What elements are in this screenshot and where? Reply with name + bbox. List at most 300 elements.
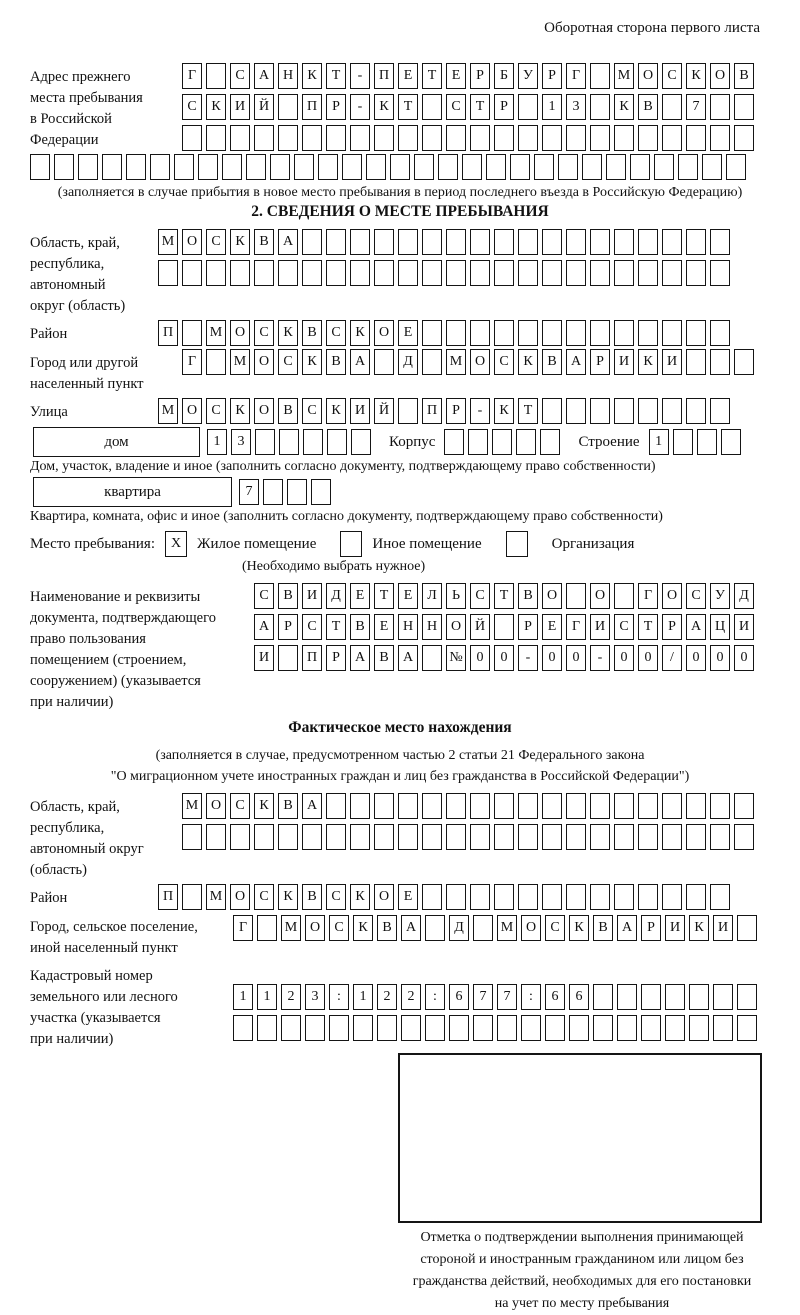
char-cell[interactable]: П [302, 94, 322, 120]
char-cell[interactable] [590, 320, 610, 346]
char-cell[interactable]: 3 [566, 94, 586, 120]
char-cell[interactable] [206, 125, 226, 151]
char-cell[interactable] [374, 824, 394, 850]
char-cell[interactable]: В [542, 349, 562, 375]
char-cell[interactable] [398, 398, 418, 424]
char-cell[interactable]: П [422, 398, 442, 424]
char-cell[interactable] [737, 1015, 757, 1041]
char-cell[interactable]: К [206, 94, 226, 120]
char-cell[interactable]: О [521, 915, 541, 941]
char-cell[interactable]: Е [446, 63, 466, 89]
char-cell[interactable] [665, 984, 685, 1010]
char-cell[interactable] [470, 824, 490, 850]
char-cell[interactable] [302, 824, 322, 850]
char-cell[interactable] [662, 229, 682, 255]
char-cell[interactable] [422, 793, 442, 819]
char-cell[interactable] [542, 125, 562, 151]
char-cell[interactable] [326, 260, 346, 286]
char-cell[interactable]: О [470, 349, 490, 375]
char-cell[interactable] [593, 1015, 613, 1041]
char-cell[interactable] [737, 915, 757, 941]
char-cell[interactable]: О [182, 229, 202, 255]
char-cell[interactable] [713, 984, 733, 1010]
char-cell[interactable]: И [302, 583, 322, 609]
char-cell[interactable] [662, 398, 682, 424]
char-cell[interactable]: 0 [494, 645, 514, 671]
char-cell[interactable]: 1 [207, 429, 227, 455]
char-cell[interactable] [662, 125, 682, 151]
char-cell[interactable] [638, 320, 658, 346]
char-cell[interactable] [446, 229, 466, 255]
char-cell[interactable] [686, 793, 706, 819]
char-cell[interactable] [638, 125, 658, 151]
char-cell[interactable]: К [278, 320, 298, 346]
char-cell[interactable]: Т [374, 583, 394, 609]
char-cell[interactable] [678, 154, 698, 180]
char-cell[interactable] [617, 1015, 637, 1041]
char-cell[interactable]: О [710, 63, 730, 89]
char-cell[interactable] [494, 824, 514, 850]
char-cell[interactable]: Н [422, 614, 442, 640]
char-cell[interactable] [350, 260, 370, 286]
char-cell[interactable] [734, 125, 754, 151]
char-cell[interactable] [689, 984, 709, 1010]
char-cell[interactable] [278, 645, 298, 671]
char-cell[interactable] [593, 984, 613, 1010]
char-cell[interactable] [710, 793, 730, 819]
char-cell[interactable]: И [254, 645, 274, 671]
char-cell[interactable]: Р [326, 645, 346, 671]
char-cell[interactable] [230, 824, 250, 850]
char-cell[interactable] [654, 154, 674, 180]
char-cell[interactable] [150, 154, 170, 180]
char-cell[interactable]: О [374, 884, 394, 910]
char-cell[interactable]: С [329, 915, 349, 941]
char-cell[interactable]: В [638, 94, 658, 120]
char-cell[interactable] [686, 398, 706, 424]
char-cell[interactable] [590, 63, 610, 89]
char-cell[interactable]: П [302, 645, 322, 671]
char-cell[interactable] [414, 154, 434, 180]
char-cell[interactable] [470, 125, 490, 151]
char-cell[interactable] [710, 824, 730, 850]
char-cell[interactable] [734, 94, 754, 120]
char-cell[interactable]: 0 [734, 645, 754, 671]
char-cell[interactable] [686, 824, 706, 850]
checkbox-organization[interactable] [506, 531, 528, 557]
char-cell[interactable]: С [326, 884, 346, 910]
char-cell[interactable] [174, 154, 194, 180]
char-cell[interactable]: А [254, 63, 274, 89]
char-cell[interactable] [158, 260, 178, 286]
char-cell[interactable] [590, 398, 610, 424]
char-cell[interactable] [638, 229, 658, 255]
char-cell[interactable]: О [254, 349, 274, 375]
char-cell[interactable] [302, 125, 322, 151]
char-cell[interactable]: Р [641, 915, 661, 941]
char-cell[interactable]: Д [326, 583, 346, 609]
char-cell[interactable] [510, 154, 530, 180]
char-cell[interactable] [497, 1015, 517, 1041]
char-cell[interactable]: О [542, 583, 562, 609]
char-cell[interactable] [270, 154, 290, 180]
char-cell[interactable] [614, 229, 634, 255]
char-cell[interactable] [518, 229, 538, 255]
char-cell[interactable] [401, 1015, 421, 1041]
char-cell[interactable]: С [302, 398, 322, 424]
char-cell[interactable] [494, 320, 514, 346]
char-cell[interactable]: С [470, 583, 490, 609]
char-cell[interactable]: В [377, 915, 397, 941]
char-cell[interactable]: К [326, 398, 346, 424]
char-cell[interactable] [582, 154, 602, 180]
char-cell[interactable] [542, 260, 562, 286]
char-cell[interactable]: Т [518, 398, 538, 424]
char-cell[interactable] [126, 154, 146, 180]
char-cell[interactable] [569, 1015, 589, 1041]
char-cell[interactable]: 6 [449, 984, 469, 1010]
char-cell[interactable]: К [254, 793, 274, 819]
char-cell[interactable]: П [158, 320, 178, 346]
char-cell[interactable]: М [206, 884, 226, 910]
char-cell[interactable] [422, 645, 442, 671]
char-cell[interactable]: Р [494, 94, 514, 120]
char-cell[interactable] [558, 154, 578, 180]
char-cell[interactable] [617, 984, 637, 1010]
char-cell[interactable] [486, 154, 506, 180]
char-cell[interactable]: - [470, 398, 490, 424]
char-cell[interactable]: К [374, 94, 394, 120]
char-cell[interactable] [390, 154, 410, 180]
char-cell[interactable] [614, 884, 634, 910]
char-cell[interactable]: М [230, 349, 250, 375]
char-cell[interactable]: А [401, 915, 421, 941]
char-cell[interactable] [566, 884, 586, 910]
char-cell[interactable]: № [446, 645, 466, 671]
char-cell[interactable]: В [518, 583, 538, 609]
char-cell[interactable]: М [206, 320, 226, 346]
char-cell[interactable]: М [158, 229, 178, 255]
char-cell[interactable]: К [353, 915, 373, 941]
char-cell[interactable]: В [278, 398, 298, 424]
char-cell[interactable]: А [566, 349, 586, 375]
char-cell[interactable] [606, 154, 626, 180]
char-cell[interactable] [350, 824, 370, 850]
char-cell[interactable] [614, 583, 634, 609]
char-cell[interactable] [182, 824, 202, 850]
char-cell[interactable]: И [713, 915, 733, 941]
char-cell[interactable]: У [710, 583, 730, 609]
char-cell[interactable] [566, 824, 586, 850]
char-cell[interactable]: П [374, 63, 394, 89]
char-cell[interactable] [566, 320, 586, 346]
char-cell[interactable]: К [686, 63, 706, 89]
char-cell[interactable] [590, 125, 610, 151]
char-cell[interactable] [473, 1015, 493, 1041]
char-cell[interactable]: 7 [239, 479, 259, 505]
char-cell[interactable] [302, 260, 322, 286]
char-cell[interactable] [566, 229, 586, 255]
char-cell[interactable] [516, 429, 536, 455]
char-cell[interactable] [470, 320, 490, 346]
char-cell[interactable]: Г [233, 915, 253, 941]
char-cell[interactable]: О [662, 583, 682, 609]
char-cell[interactable] [734, 793, 754, 819]
char-cell[interactable]: - [350, 63, 370, 89]
char-cell[interactable]: С [326, 320, 346, 346]
char-cell[interactable]: К [689, 915, 709, 941]
char-cell[interactable] [710, 320, 730, 346]
char-cell[interactable] [697, 429, 717, 455]
char-cell[interactable] [590, 824, 610, 850]
char-cell[interactable] [470, 793, 490, 819]
char-cell[interactable] [54, 154, 74, 180]
char-cell[interactable] [638, 398, 658, 424]
char-cell[interactable] [726, 154, 746, 180]
char-cell[interactable] [494, 884, 514, 910]
char-cell[interactable] [422, 884, 442, 910]
char-cell[interactable] [686, 125, 706, 151]
char-cell[interactable] [534, 154, 554, 180]
char-cell[interactable]: Т [398, 94, 418, 120]
char-cell[interactable]: Д [398, 349, 418, 375]
char-cell[interactable]: 1 [353, 984, 373, 1010]
char-cell[interactable] [473, 915, 493, 941]
char-cell[interactable] [377, 1015, 397, 1041]
char-cell[interactable]: Е [350, 583, 370, 609]
char-cell[interactable]: А [350, 349, 370, 375]
char-cell[interactable]: О [230, 884, 250, 910]
char-cell[interactable]: А [686, 614, 706, 640]
char-cell[interactable]: Г [182, 349, 202, 375]
char-cell[interactable]: С [230, 793, 250, 819]
char-cell[interactable]: А [278, 229, 298, 255]
char-cell[interactable]: С [446, 94, 466, 120]
char-cell[interactable]: А [398, 645, 418, 671]
char-cell[interactable]: 1 [257, 984, 277, 1010]
char-cell[interactable] [662, 793, 682, 819]
char-cell[interactable] [662, 94, 682, 120]
char-cell[interactable]: О [206, 793, 226, 819]
char-cell[interactable]: А [302, 793, 322, 819]
char-cell[interactable]: Е [398, 63, 418, 89]
char-cell[interactable] [662, 260, 682, 286]
char-cell[interactable] [446, 793, 466, 819]
char-cell[interactable]: - [350, 94, 370, 120]
char-cell[interactable] [641, 1015, 661, 1041]
char-cell[interactable] [278, 260, 298, 286]
char-cell[interactable] [686, 260, 706, 286]
char-cell[interactable] [566, 583, 586, 609]
char-cell[interactable]: 2 [281, 984, 301, 1010]
char-cell[interactable]: 6 [569, 984, 589, 1010]
char-cell[interactable] [614, 320, 634, 346]
checkbox-other-premise[interactable] [340, 531, 362, 557]
char-cell[interactable] [734, 349, 754, 375]
char-cell[interactable] [641, 984, 661, 1010]
char-cell[interactable]: Й [254, 94, 274, 120]
char-cell[interactable] [311, 479, 331, 505]
char-cell[interactable] [438, 154, 458, 180]
char-cell[interactable] [710, 884, 730, 910]
char-cell[interactable] [350, 229, 370, 255]
char-cell[interactable] [278, 125, 298, 151]
char-cell[interactable] [540, 429, 560, 455]
char-cell[interactable]: И [230, 94, 250, 120]
char-cell[interactable] [278, 824, 298, 850]
char-cell[interactable] [206, 824, 226, 850]
char-cell[interactable] [206, 349, 226, 375]
char-cell[interactable]: М [158, 398, 178, 424]
char-cell[interactable]: О [638, 63, 658, 89]
char-cell[interactable] [713, 1015, 733, 1041]
char-cell[interactable] [566, 398, 586, 424]
char-cell[interactable]: Ь [446, 583, 466, 609]
char-cell[interactable]: 0 [470, 645, 490, 671]
char-cell[interactable]: Н [398, 614, 418, 640]
char-cell[interactable]: К [350, 884, 370, 910]
char-cell[interactable] [422, 125, 442, 151]
char-cell[interactable] [518, 320, 538, 346]
char-cell[interactable]: Д [449, 915, 469, 941]
char-cell[interactable] [422, 260, 442, 286]
char-cell[interactable] [222, 154, 242, 180]
char-cell[interactable]: 7 [497, 984, 517, 1010]
char-cell[interactable] [374, 793, 394, 819]
char-cell[interactable] [494, 614, 514, 640]
char-cell[interactable] [462, 154, 482, 180]
char-cell[interactable] [294, 154, 314, 180]
char-cell[interactable]: Д [734, 583, 754, 609]
char-cell[interactable] [230, 260, 250, 286]
char-cell[interactable]: С [545, 915, 565, 941]
char-cell[interactable] [721, 429, 741, 455]
char-cell[interactable]: 0 [638, 645, 658, 671]
char-cell[interactable]: О [182, 398, 202, 424]
char-cell[interactable]: 1 [542, 94, 562, 120]
char-cell[interactable]: К [569, 915, 589, 941]
char-cell[interactable]: Р [542, 63, 562, 89]
char-cell[interactable]: С [254, 583, 274, 609]
char-cell[interactable] [257, 1015, 277, 1041]
char-cell[interactable]: К [278, 884, 298, 910]
char-cell[interactable] [638, 824, 658, 850]
char-cell[interactable]: К [302, 63, 322, 89]
char-cell[interactable] [257, 915, 277, 941]
char-cell[interactable] [518, 260, 538, 286]
char-cell[interactable]: В [350, 614, 370, 640]
char-cell[interactable] [398, 260, 418, 286]
char-cell[interactable]: У [518, 63, 538, 89]
char-cell[interactable]: М [614, 63, 634, 89]
char-cell[interactable]: Т [326, 614, 346, 640]
char-cell[interactable]: : [329, 984, 349, 1010]
char-cell[interactable]: В [278, 583, 298, 609]
char-cell[interactable] [246, 154, 266, 180]
char-cell[interactable]: Б [494, 63, 514, 89]
char-cell[interactable]: Е [398, 320, 418, 346]
char-cell[interactable]: Л [422, 583, 442, 609]
char-cell[interactable] [689, 1015, 709, 1041]
char-cell[interactable] [303, 429, 323, 455]
char-cell[interactable] [542, 320, 562, 346]
char-cell[interactable]: И [590, 614, 610, 640]
char-cell[interactable] [422, 229, 442, 255]
char-cell[interactable] [374, 349, 394, 375]
char-cell[interactable]: М [497, 915, 517, 941]
char-cell[interactable] [449, 1015, 469, 1041]
char-cell[interactable] [279, 429, 299, 455]
char-cell[interactable] [542, 398, 562, 424]
char-cell[interactable]: Т [326, 63, 346, 89]
char-cell[interactable] [630, 154, 650, 180]
char-cell[interactable]: Г [182, 63, 202, 89]
char-cell[interactable] [422, 320, 442, 346]
char-cell[interactable]: Р [446, 398, 466, 424]
char-cell[interactable]: Г [566, 63, 586, 89]
char-cell[interactable]: С [494, 349, 514, 375]
char-cell[interactable]: : [521, 984, 541, 1010]
char-cell[interactable] [182, 884, 202, 910]
char-cell[interactable]: Т [494, 583, 514, 609]
char-cell[interactable] [542, 824, 562, 850]
char-cell[interactable] [470, 229, 490, 255]
char-cell[interactable] [422, 349, 442, 375]
char-cell[interactable]: И [350, 398, 370, 424]
char-cell[interactable] [254, 125, 274, 151]
char-cell[interactable]: С [614, 614, 634, 640]
char-cell[interactable] [446, 125, 466, 151]
char-cell[interactable] [686, 349, 706, 375]
char-cell[interactable] [494, 793, 514, 819]
char-cell[interactable] [444, 429, 464, 455]
char-cell[interactable] [590, 229, 610, 255]
char-cell[interactable]: В [374, 645, 394, 671]
char-cell[interactable]: 0 [686, 645, 706, 671]
char-cell[interactable]: Р [662, 614, 682, 640]
char-cell[interactable]: О [254, 398, 274, 424]
char-cell[interactable] [326, 793, 346, 819]
char-cell[interactable] [542, 793, 562, 819]
char-cell[interactable]: : [425, 984, 445, 1010]
char-cell[interactable] [30, 154, 50, 180]
char-cell[interactable]: С [254, 320, 274, 346]
char-cell[interactable] [446, 320, 466, 346]
char-cell[interactable]: Т [422, 63, 442, 89]
char-cell[interactable] [710, 398, 730, 424]
char-cell[interactable]: 0 [614, 645, 634, 671]
char-cell[interactable]: 0 [710, 645, 730, 671]
char-cell[interactable] [614, 793, 634, 819]
char-cell[interactable] [353, 1015, 373, 1041]
char-cell[interactable] [545, 1015, 565, 1041]
char-cell[interactable] [305, 1015, 325, 1041]
char-cell[interactable] [446, 884, 466, 910]
char-cell[interactable] [446, 824, 466, 850]
char-cell[interactable]: В [302, 320, 322, 346]
char-cell[interactable]: С [206, 398, 226, 424]
char-cell[interactable] [255, 429, 275, 455]
char-cell[interactable] [590, 884, 610, 910]
char-cell[interactable] [590, 260, 610, 286]
char-cell[interactable] [686, 229, 706, 255]
char-cell[interactable] [521, 1015, 541, 1041]
char-cell[interactable]: В [302, 884, 322, 910]
char-cell[interactable] [492, 429, 512, 455]
char-cell[interactable] [518, 884, 538, 910]
char-cell[interactable]: Е [542, 614, 562, 640]
char-cell[interactable] [302, 229, 322, 255]
